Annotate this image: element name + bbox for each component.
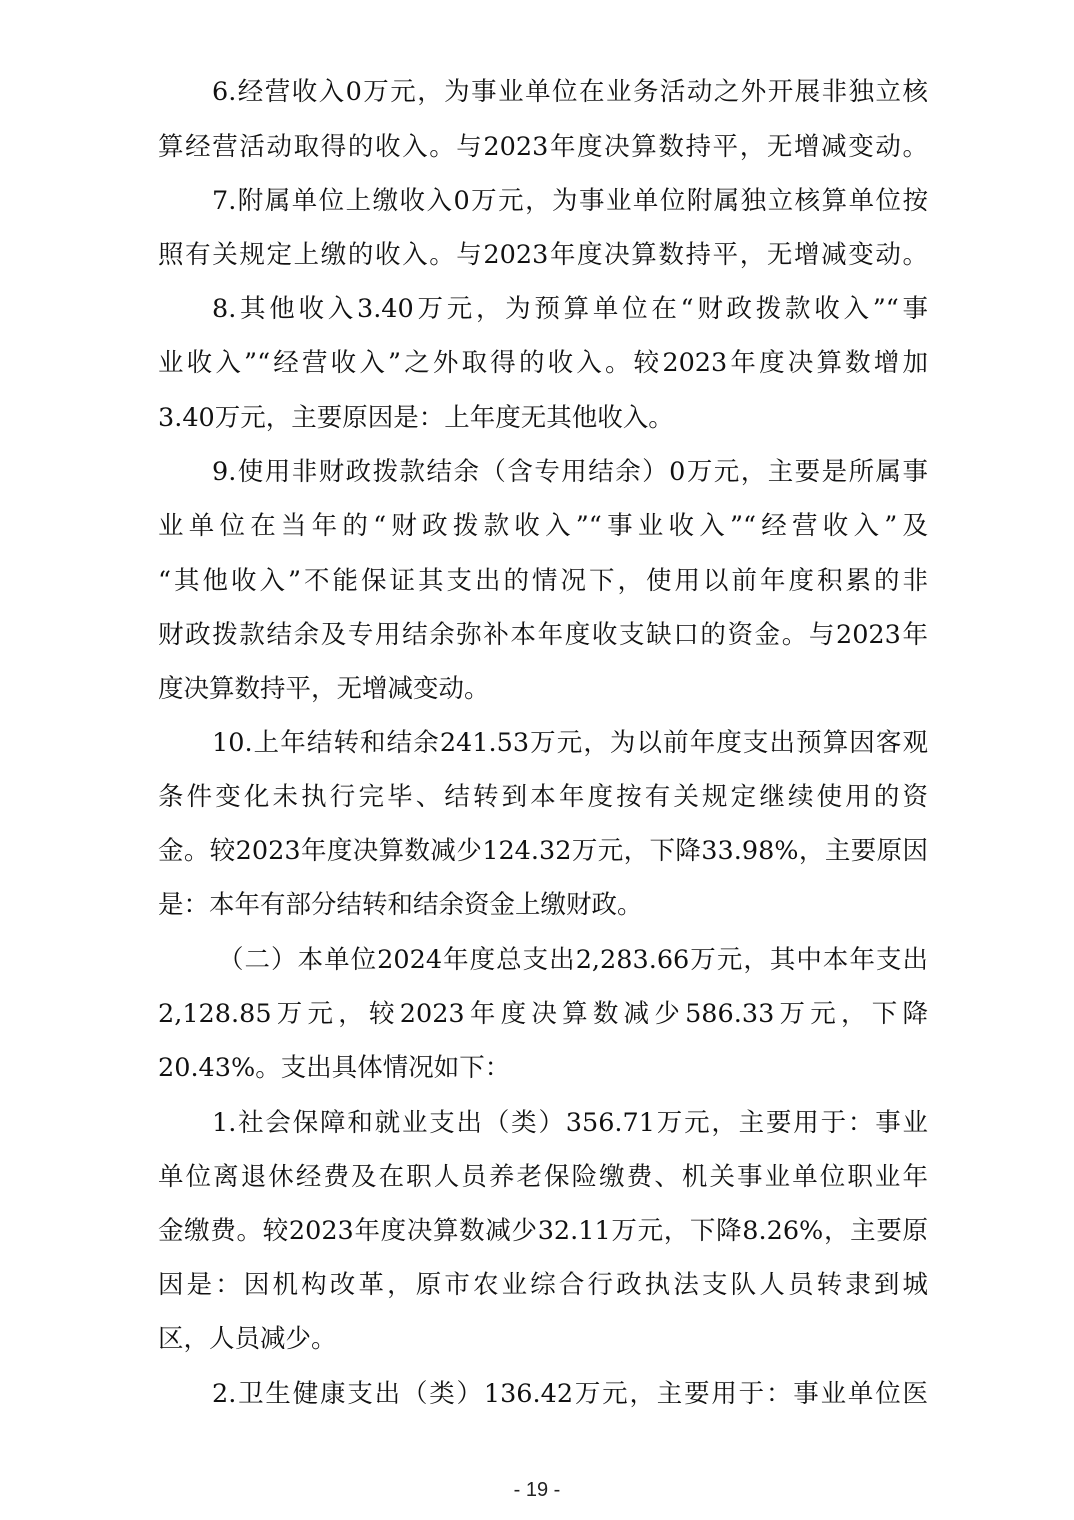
text-line: 区，人员减少。 <box>158 1324 337 1354</box>
text-line: 3.40万元，主要原因是：上年度无其他收入。 <box>158 403 674 433</box>
text-line: 条件变化未执行完毕、结转到本年度按有关规定继续使用的资 <box>158 782 928 812</box>
text-line: “其他收入”不能保证其支出的情况下，使用以前年度积累的非 <box>158 566 928 596</box>
text-line: 8.其他收入3.40万元，为预算单位在“财政拨款收入”“事 <box>212 294 928 324</box>
text-line: （二）本单位2024年度总支出2,283.66万元，其中本年支出 <box>218 945 928 975</box>
text-line: 度决算数持平，无增减变动。 <box>158 674 490 704</box>
text-line: 20.43%。支出具体情况如下： <box>158 1053 511 1083</box>
text-line: 照有关规定上缴的收入。与2023年度决算数持平，无增减变动。 <box>158 240 928 270</box>
text-line: 算经营活动取得的收入。与2023年度决算数持平，无增减变动。 <box>158 132 928 162</box>
text-line: 1.社会保障和就业支出（类）356.71万元，主要用于：事业 <box>212 1108 928 1138</box>
page-number: - 19 - <box>513 1479 561 1501</box>
text-line: 2.卫生健康支出（类）136.42万元，主要用于：事业单位医 <box>212 1379 928 1409</box>
text-line: 2,128.85万元，较2023年度决算数减少586.33万元，下降 <box>158 999 928 1029</box>
text-line: 金。较2023年度决算数减少124.32万元，下降33.98%，主要原因 <box>158 836 928 866</box>
text-line: 单位离退休经费及在职人员养老保险缴费、机关事业单位职业年 <box>158 1162 928 1192</box>
text-line: 金缴费。较2023年度决算数减少32.11万元，下降8.26%，主要原 <box>158 1216 928 1246</box>
text-line: 6.经营收入0万元，为事业单位在业务活动之外开展非独立核 <box>212 77 928 107</box>
text-line: 是：本年有部分结转和结余资金上缴财政。 <box>158 890 643 920</box>
text-line: 业收入”“经营收入”之外取得的收入。较2023年度决算数增加 <box>158 348 928 378</box>
text-line: 10.上年结转和结余241.53万元，为以前年度支出预算因客观 <box>212 728 928 758</box>
text-line: 财政拨款结余及专用结余弥补本年度收支缺口的资金。与2023年 <box>158 620 928 650</box>
text-line: 9.使用非财政拨款结余（含专用结余）0万元，主要是所属事 <box>212 457 928 487</box>
text-line: 7.附属单位上缴收入0万元，为事业单位附属独立核算单位按 <box>212 186 928 216</box>
text-line: 业单位在当年的“财政拨款收入”“事业收入”“经营收入”及 <box>158 511 928 541</box>
text-line: 因是：因机构改革，原市农业综合行政执法支队人员转隶到城 <box>158 1270 928 1300</box>
